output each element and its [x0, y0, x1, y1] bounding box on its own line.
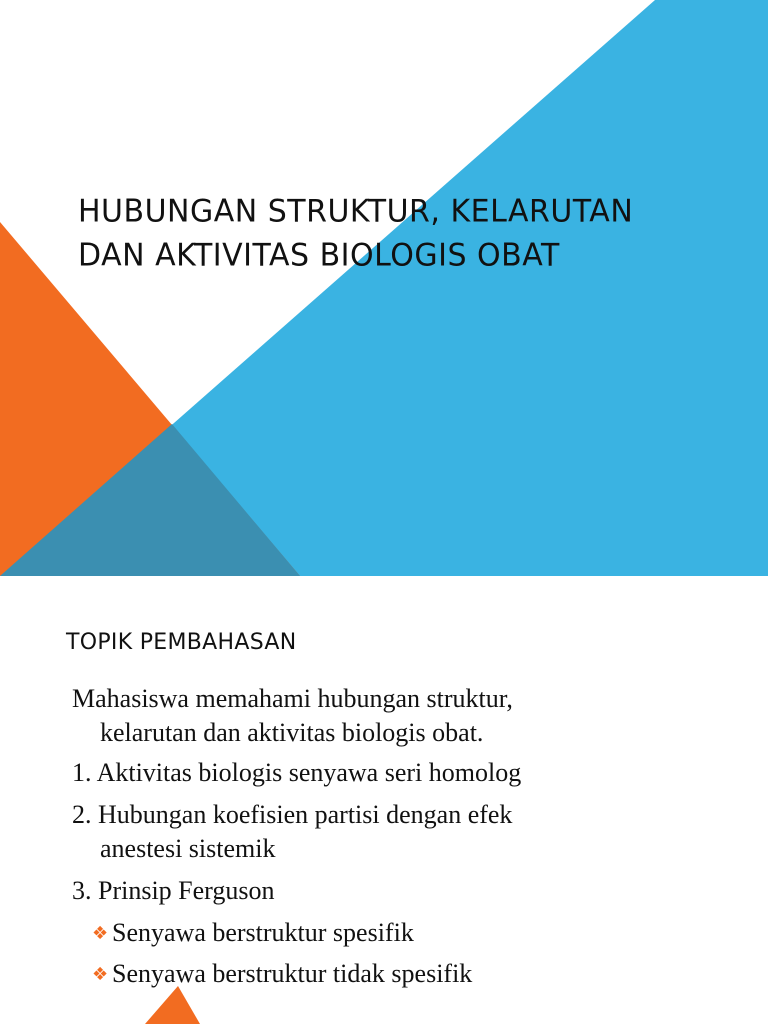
sub-item-1 — [92, 916, 752, 951]
list-text-2-line2: anestesi sistemik — [100, 834, 276, 863]
list-text-1: Aktivitas biologis senyawa seri homolog — [96, 758, 522, 787]
list-number-2: 2. — [72, 800, 92, 829]
list-number-3: 3. — [72, 876, 92, 905]
intro-line2: kelarutan dan aktivitas biologis obat. — [100, 718, 484, 747]
slide-title — [78, 190, 718, 278]
topic-body — [72, 682, 752, 998]
sub-item-2 — [92, 957, 752, 992]
intro-line1: Mahasiswa memahami hubungan struktur, — [72, 684, 513, 713]
list-text-3: Prinsip Ferguson — [98, 876, 275, 905]
intro-paragraph — [72, 682, 752, 750]
diamond-bullet-icon: ❖ — [92, 964, 109, 985]
list-item-1 — [72, 756, 752, 790]
list-item-3 — [72, 874, 752, 908]
list-number-1: 1. — [72, 758, 92, 787]
diamond-bullet-icon: ❖ — [92, 923, 109, 944]
topic-slide — [0, 586, 768, 1024]
sub-item-text-2: Senyawa berstruktur tidak spesifik — [112, 959, 473, 988]
section-heading: TOPIK PEMBAHASAN — [66, 630, 297, 655]
slide-separator — [0, 576, 768, 586]
list-item-2 — [72, 798, 752, 866]
slide-title-line2: DAN AKTIVITAS BIOLOGIS OBAT — [78, 237, 560, 274]
sub-item-text-1: Senyawa berstruktur spesifik — [112, 918, 414, 947]
slide-title-line1: HUBUNGAN STRUKTUR, KELARUTAN — [78, 193, 634, 230]
list-text-2-line1: Hubungan koefisien partisi dengan efek — [98, 800, 513, 829]
